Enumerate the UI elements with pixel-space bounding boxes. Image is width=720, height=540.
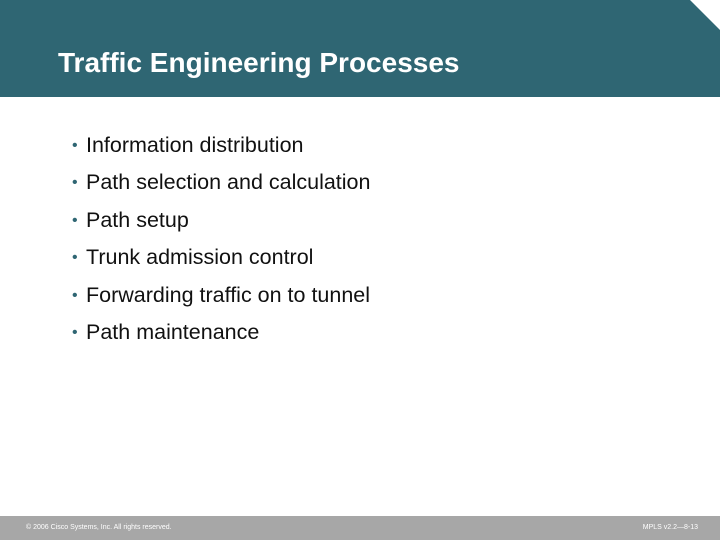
bullet-text: Trunk admission control xyxy=(86,245,314,270)
footer-bar xyxy=(0,516,720,540)
bullet-dot-icon: • xyxy=(72,323,78,341)
bullet-text: Information distribution xyxy=(86,133,304,157)
slide-number: MPLS v2.2—8-13 xyxy=(642,524,698,531)
bullet-text: Forwarding traffic on to tunnel xyxy=(86,282,371,307)
bullet-dot-icon: • xyxy=(72,286,78,304)
bullet-dot-icon: • xyxy=(72,137,78,154)
bullet-dot-icon: • xyxy=(72,249,78,267)
bullet-dot-icon: • xyxy=(72,174,78,192)
bullet-dot-icon: • xyxy=(72,211,78,229)
copyright-text: © 2006 Cisco Systems, Inc. All rights reserved. xyxy=(26,524,172,531)
bullet-text: Path setup xyxy=(86,207,189,232)
slide-title: Traffic Engineering Processes xyxy=(58,47,460,78)
bullet-text: Path maintenance xyxy=(86,319,260,344)
title-bar xyxy=(0,0,720,97)
bullet-text: Path selection and calculation xyxy=(86,170,371,195)
header-corner-notch xyxy=(690,0,720,30)
